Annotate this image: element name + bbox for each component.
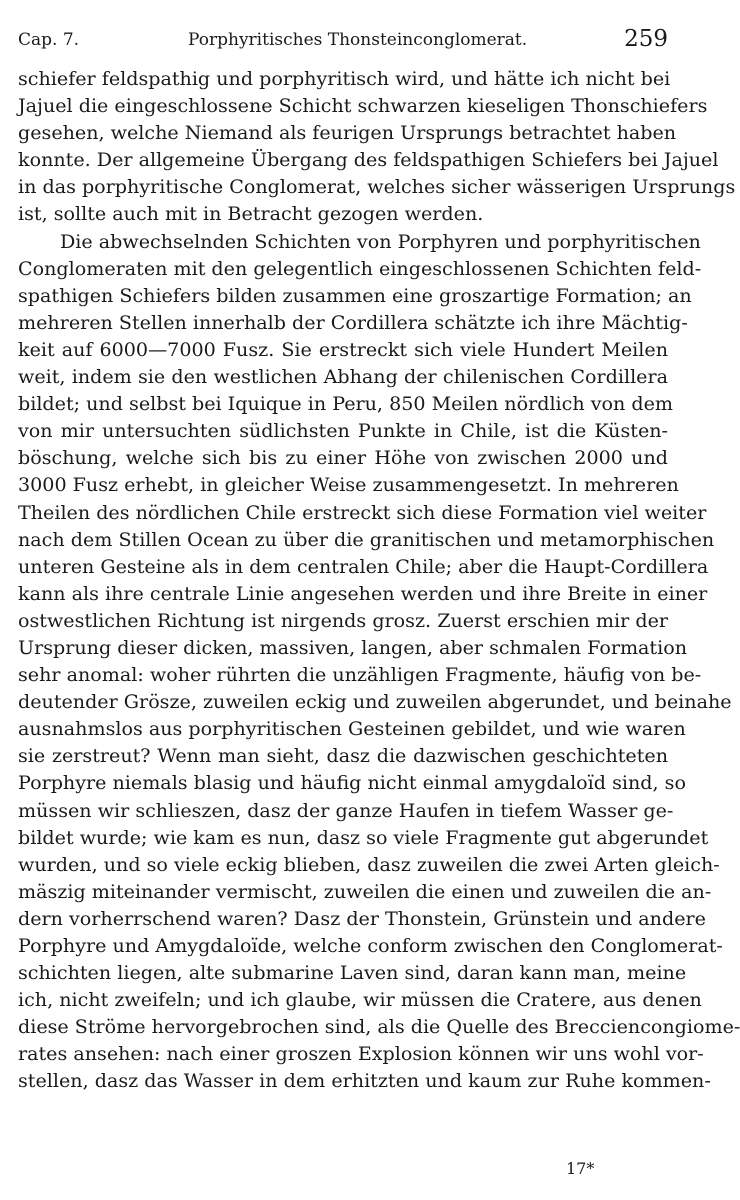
text-line: ausnahmslos aus porphyritischen Gesteinen gebildet, und wie waren xyxy=(18,717,686,741)
signature-mark: 17* xyxy=(566,1159,595,1178)
text-line: Jajuel die eingeschlossene Schicht schwarzen kieseligen Thonschiefers xyxy=(18,94,708,118)
text-line: wurden, und so viele eckig blieben, dasz zuweilen die zwei Arten gleich- xyxy=(18,852,720,876)
text-line: deutender Grösze, zuweilen eckig und zuweilen abgerundet, und beinahe xyxy=(18,690,732,714)
text-line: in das porphyritische Conglomerat, welches sicher wässerigen Ursprungs xyxy=(18,175,736,199)
text-line: Die abwechselnden Schichten von Porphyren und porphyritischen xyxy=(60,229,701,253)
text-line: bildet; und selbst bei Iquique in Peru, 850 Meilen nördlich von dem xyxy=(18,392,674,416)
text-line: spathigen Schiefers bilden zusammen eine groszartige Formation; an xyxy=(18,283,692,307)
text-line: nach dem Stillen Ocean zu über die granitischen und metamorphischen xyxy=(18,527,715,551)
running-header xyxy=(18,22,668,56)
text-line: sehr anomal: woher rührten die unzähligen Fragmente, häufig von be- xyxy=(18,663,702,687)
text-line: Ursprung dieser dicken, massiven, langen, aber schmalen Formation xyxy=(18,635,688,659)
text-line: weit, indem sie den westlichen Abhang der chilenischen Cordillera xyxy=(18,365,668,389)
text-line: schiefer feldspathig und porphyritisch wird, und hätte ich nicht bei xyxy=(18,67,671,90)
text-line: konnte. Der allgemeine Übergang des feldspathigen Schiefers bei Jajuel xyxy=(18,148,719,172)
text-line: ostwestlichen Richtung ist nirgends grosz. Zuerst erschien mir der xyxy=(18,608,668,632)
text-line: sie zerstreut? Wenn man sieht, dasz die dazwischen geschichteten xyxy=(18,744,668,768)
chapter-label: Cap. 7. xyxy=(18,30,80,50)
text-line: kann als ihre centrale Linie angesehen werden und ihre Breite in einer xyxy=(18,581,708,605)
text-line: ist, sollte auch mit in Betracht gezogen werden. xyxy=(18,202,484,226)
text-line: stellen, dasz das Wasser in dem erhitzten und kaum zur Ruhe kommen- xyxy=(18,1069,711,1093)
text-line: Conglomeraten mit den gelegentlich eingeschlossenen Schichten feld- xyxy=(18,256,702,280)
running-title: Porphyritisches Thonsteinconglomerat. xyxy=(188,30,528,50)
text-line: Porphyre niemals blasig und häufig nicht einmal amygdaloïd sind, so xyxy=(18,771,686,795)
page-number: 259 xyxy=(624,26,668,52)
text-line: müssen wir schlieszen, dasz der ganze Haufen in tiefem Wasser ge- xyxy=(18,798,674,822)
text-line: 3000 Fusz erhebt, in gleicher Weise zusammengesetzt. In mehreren xyxy=(18,473,679,497)
text-line: gesehen, welche Niemand als feurigen Ursprungs betrachtet haben xyxy=(18,121,677,145)
text-line: dern vorherrschend waren? Dasz der Thonstein, Grünstein und andere xyxy=(18,906,706,930)
text-line: rates ansehen: nach einer groszen Explosion können wir uns wohl vor- xyxy=(18,1042,704,1066)
text-line: diese Ströme hervorgebrochen sind, als die Quelle des Brecciencongiome- xyxy=(18,1015,740,1039)
text-line: mäszig miteinander vermischt, zuweilen die einen und zuweilen die an- xyxy=(18,879,712,903)
text-line: mehreren Stellen innerhalb der Cordillera schätzte ich ihre Mächtig- xyxy=(18,310,688,334)
text-line: unteren Gesteine als in dem centralen Chile; aber die Haupt-Cordillera xyxy=(18,554,709,578)
text-line: von mir untersuchten südlichsten Punkte in Chile, ist die Küsten- xyxy=(18,419,668,443)
body-text xyxy=(18,65,740,1095)
text-line: bildet wurde; wie kam es nun, dasz so viele Fragmente gut abgerundet xyxy=(18,825,709,849)
text-line: schichten liegen, alte submarine Laven sind, daran kann man, meine xyxy=(18,961,687,985)
text-line: Porphyre und Amygdaloïde, welche conform zwischen den Conglomerat- xyxy=(18,934,723,957)
text-line: ich, nicht zweifeln; und ich glaube, wir müssen die Cratere, aus denen xyxy=(18,988,702,1012)
text-line: keit auf 6000—7000 Fusz. Sie erstreckt sich viele Hundert Meilen xyxy=(18,337,668,361)
text-line: böschung, welche sich bis zu einer Höhe von zwischen 2000 und xyxy=(18,446,668,470)
text-line: Theilen des nördlichen Chile erstreckt sich diese Formation viel weiter xyxy=(18,500,707,524)
